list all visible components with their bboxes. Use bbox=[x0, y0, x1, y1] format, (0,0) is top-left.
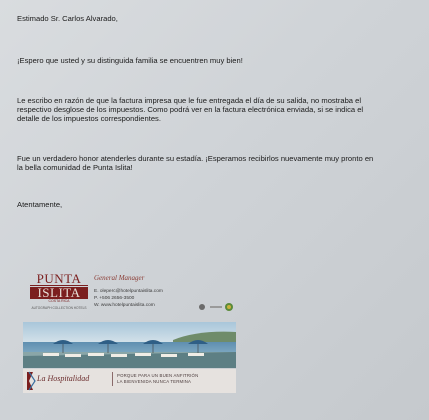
slogan-text bbox=[117, 373, 198, 385]
slogan-divider bbox=[112, 372, 113, 386]
slogan-line1: PORQUE PARA UN BUEN ANFITRIÓN bbox=[117, 373, 199, 378]
contact-phone: P. +506 2656-3500 bbox=[94, 296, 135, 301]
signature-role: General Manager bbox=[94, 274, 145, 282]
closing: Atentamente, bbox=[17, 200, 63, 209]
paragraph1-line1: Le escribo en razón de que la factura impresa que le fue entregada el día de su salida, no mostraba el bbox=[17, 96, 362, 105]
contact-email[interactable]: E. oleperc@hotelpuntaislita.com bbox=[94, 289, 163, 294]
contact-info bbox=[94, 288, 163, 309]
logo-line1: PUNTA bbox=[30, 273, 88, 286]
paragraph1-line3: detalle de los impuestos correspondientes. bbox=[17, 114, 161, 123]
hotel-logo bbox=[30, 273, 88, 303]
greeting: ¡Espero que usted y su distinguida familia se encuentren muy bien! bbox=[17, 56, 243, 65]
contact-web[interactable]: W. www.hotelpuntaislita.com bbox=[94, 303, 155, 308]
slogan-line2: LA BIENVENIDA NUNCA TERMINA bbox=[117, 379, 192, 384]
email-signature bbox=[20, 270, 238, 410]
paragraph1-line2: respectivo desglose de los impuestos. Como podrá ver en la factura electrónica enviada, si se indica el bbox=[17, 105, 364, 114]
salutation: Estimado Sr. Carlos Alvarado, bbox=[17, 14, 118, 23]
logo-line2: ISLITA bbox=[30, 287, 88, 299]
beach-photo bbox=[23, 322, 236, 368]
slogan-brand: La Hospitalidad bbox=[37, 374, 90, 383]
paragraph2-line2: la bella comunidad de Punta Islita! bbox=[17, 163, 133, 172]
paragraph2-line1: Fue un verdadero honor atenderles durante su estadía. ¡Esperamos recibirlos nuevamente muy pronto en bbox=[17, 154, 374, 163]
logo-line3: COSTA RICA bbox=[48, 299, 70, 303]
membership-text: AUTOGRAPH COLLECTION HOTELS bbox=[31, 306, 87, 310]
partner-badges-icon bbox=[195, 300, 235, 314]
